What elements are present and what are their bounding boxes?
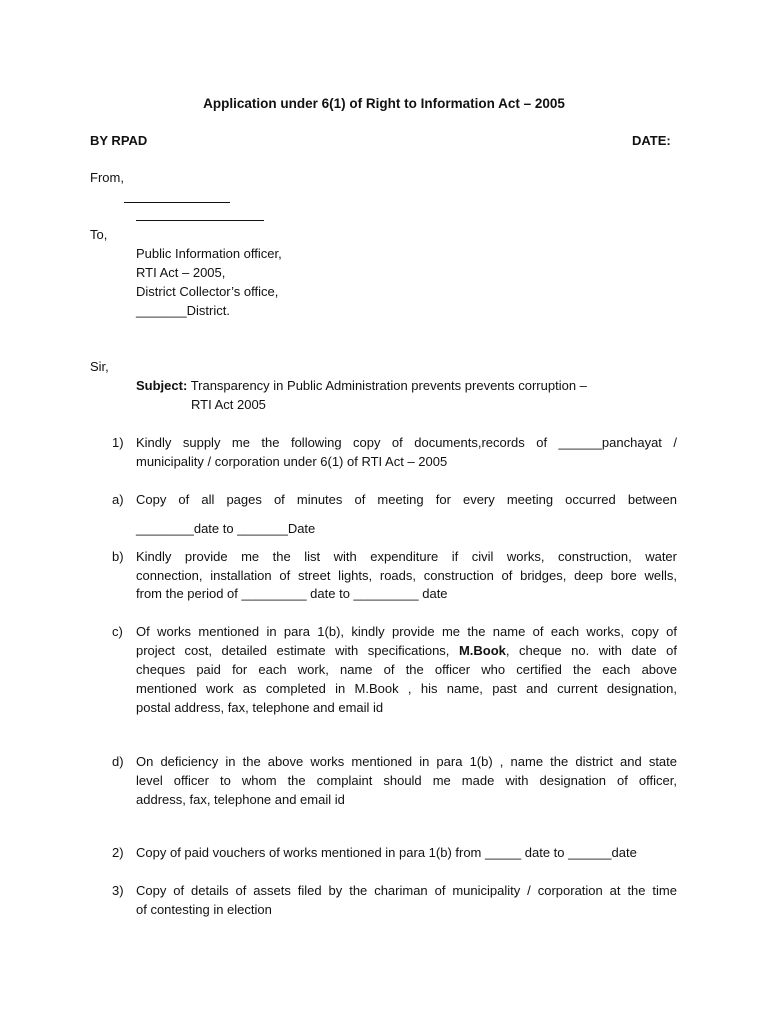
item-b-line-2: connection, installation of street lights, roads, construction of bridges, deep bore wells, [136,568,677,583]
item-3-line-2: of contesting in election [136,902,272,917]
item-number: a) [112,492,124,507]
item-a-line-2: ________date to _______Date [136,521,316,536]
item-c-line-3: cheques paid for each work, name of the officer who certified the each above [136,662,677,677]
document-title: Application under 6(1) of Right to Information Act – 2005 [203,96,565,111]
item-number: c) [112,624,123,639]
date-label: DATE: [632,133,671,148]
item-d-line-2: level officer to whom the complaint should me made with designation of officer, [136,773,677,788]
from-blank-line-1 [124,202,230,203]
item-number: 1) [112,435,124,450]
to-line-act: RTI Act – 2005, [136,265,226,280]
item-d-line-3: address, fax, telephone and email id [136,792,345,807]
subject-label: Subject: [136,378,188,393]
salutation: Sir, [90,359,109,374]
to-line-officer: Public Information officer, [136,246,282,261]
item-number: d) [112,754,124,769]
item-number: 2) [112,845,124,860]
subject-line-1 [136,376,587,395]
item-b-line-1: Kindly provide me the list with expenditure if civil works, construction, water [136,549,677,564]
item-c-line-2: project cost, detailed estimate with specifications, M.Book, cheque no. with date of [136,643,677,658]
to-line-district: _______District. [136,303,230,318]
to-line-office: District Collector’s office, [136,284,279,299]
item-c-line-1: Of works mentioned in para 1(b), kindly provide me the name of each works, copy of [136,624,677,639]
subject-line-2: RTI Act 2005 [191,397,266,412]
to-label: To, [90,227,108,242]
from-label: From, [90,170,124,185]
item-1-line-1: Kindly supply me the following copy of documents,records of ______panchayat / [136,435,677,450]
item-b-line-3: from the period of _________ date to _________ date [136,586,448,601]
item-number: 3) [112,883,124,898]
item-a-line-1: Copy of all pages of minutes of meeting for every meeting occurred between [136,492,677,507]
subject-text: Transparency in Public Administration prevents prevents corruption – [190,378,587,393]
item-3-line-1: Copy of details of assets filed by the chariman of municipality / corporation at the time [136,883,677,898]
item-d-line-1: On deficiency in the above works mentioned in para 1(b) , name the district and state [136,754,677,769]
from-blank-line-2 [136,220,264,221]
by-rpad-label: BY RPAD [90,133,148,148]
item-c-line-5: postal address, fax, telephone and email id [136,700,384,715]
item-2-line-1: Copy of paid vouchers of works mentioned in para 1(b) from _____ date to ______date [136,845,637,860]
item-1-line-2: municipality / corporation under 6(1) of RTI Act – 2005 [136,454,448,469]
item-c-line-4: mentioned work as completed in M.Book , his name, past and current designation, [136,681,677,696]
item-number: b) [112,549,124,564]
